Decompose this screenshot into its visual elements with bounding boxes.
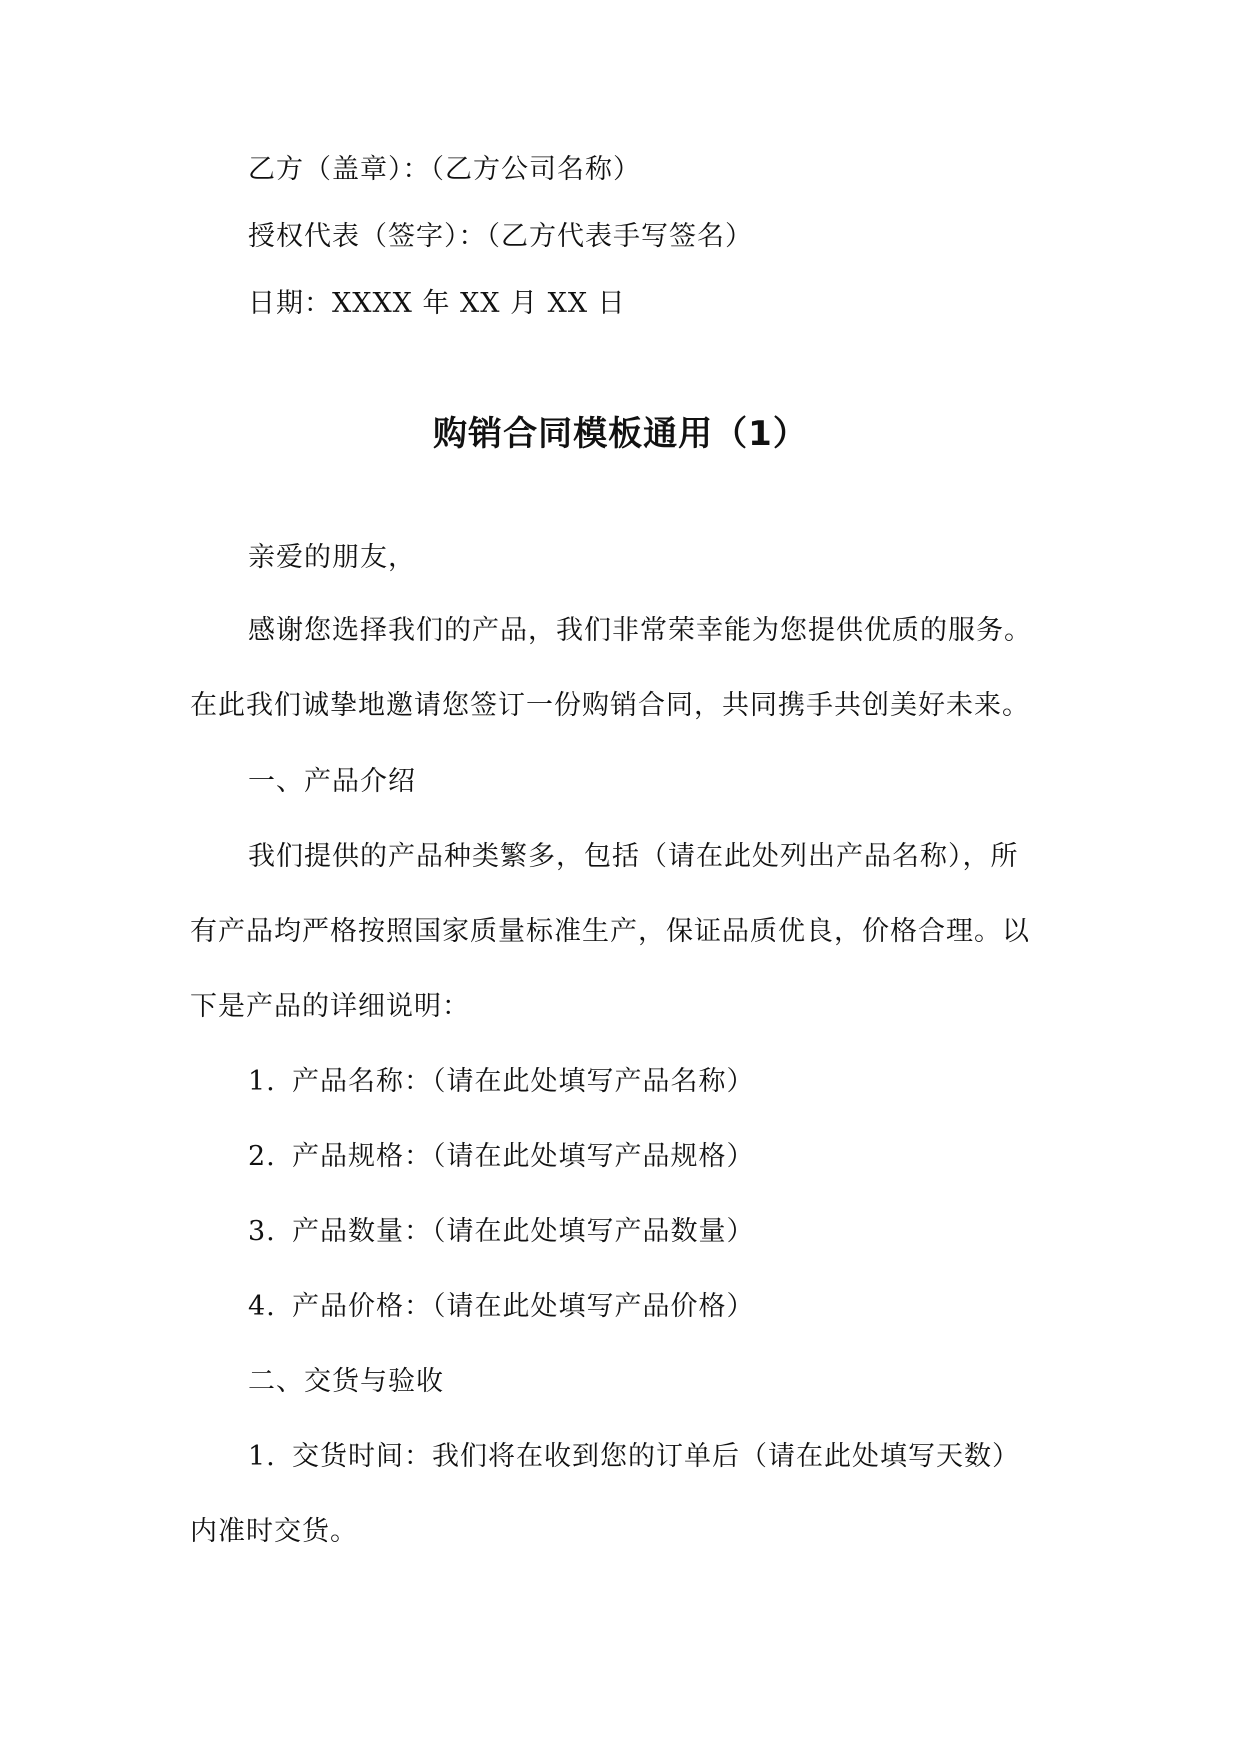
- section-1-paragraph-line-3: 下是产品的详细说明：: [190, 991, 470, 1022]
- list-item-text: 产品价格：（请在此处填写产品价格）: [292, 1291, 755, 1322]
- list-item-number: 3.: [248, 1216, 276, 1247]
- list-item-product-spec: [248, 1139, 755, 1175]
- delivery-time-line-1: 交货时间：我们将在收到您的订单后（请在此处填写天数）: [292, 1441, 1020, 1472]
- list-item-product-name: [248, 1064, 755, 1100]
- party-b-seal-line: 乙方（盖章）：（乙方公司名称）: [248, 154, 641, 185]
- list-item-product-price: [248, 1289, 755, 1325]
- greeting: 亲爱的朋友，: [248, 542, 416, 573]
- signature-date-line: 日期：XXXX 年 XX 月 XX 日: [248, 288, 626, 319]
- list-item-product-quantity: [248, 1214, 755, 1250]
- list-item-number: 2.: [248, 1141, 276, 1172]
- intro-line-2: 在此我们诚挚地邀请您签订一份购销合同，共同携手共创美好未来。: [190, 690, 1030, 721]
- delivery-time-line-2: 内准时交货。: [190, 1516, 358, 1547]
- section-1-paragraph-line-2: 有产品均严格按照国家质量标准生产，保证品质优良，价格合理。以: [190, 916, 1030, 947]
- section-1-paragraph-line-1: 我们提供的产品种类繁多，包括（请在此处列出产品名称），所: [248, 841, 1019, 872]
- list-item-text: 产品名称：（请在此处填写产品名称）: [292, 1066, 755, 1097]
- intro-line-1: 感谢您选择我们的产品，我们非常荣幸能为您提供优质的服务。: [248, 615, 1032, 646]
- section-2-heading: 二、交货与验收: [248, 1366, 444, 1397]
- list-item-text: 产品数量：（请在此处填写产品数量）: [292, 1216, 755, 1247]
- list-item-text: 产品规格：（请在此处填写产品规格）: [292, 1141, 755, 1172]
- list-item-number: 1.: [248, 1441, 276, 1472]
- document-title: 购销合同模板通用（1）: [433, 414, 808, 454]
- section-1-heading: 一、产品介绍: [248, 766, 416, 797]
- list-item-number: 1.: [248, 1066, 276, 1097]
- list-item-number: 4.: [248, 1291, 276, 1322]
- representative-signature-line: 授权代表（签字）：（乙方代表手写签名）: [248, 221, 753, 252]
- delivery-time-item: [248, 1439, 1020, 1475]
